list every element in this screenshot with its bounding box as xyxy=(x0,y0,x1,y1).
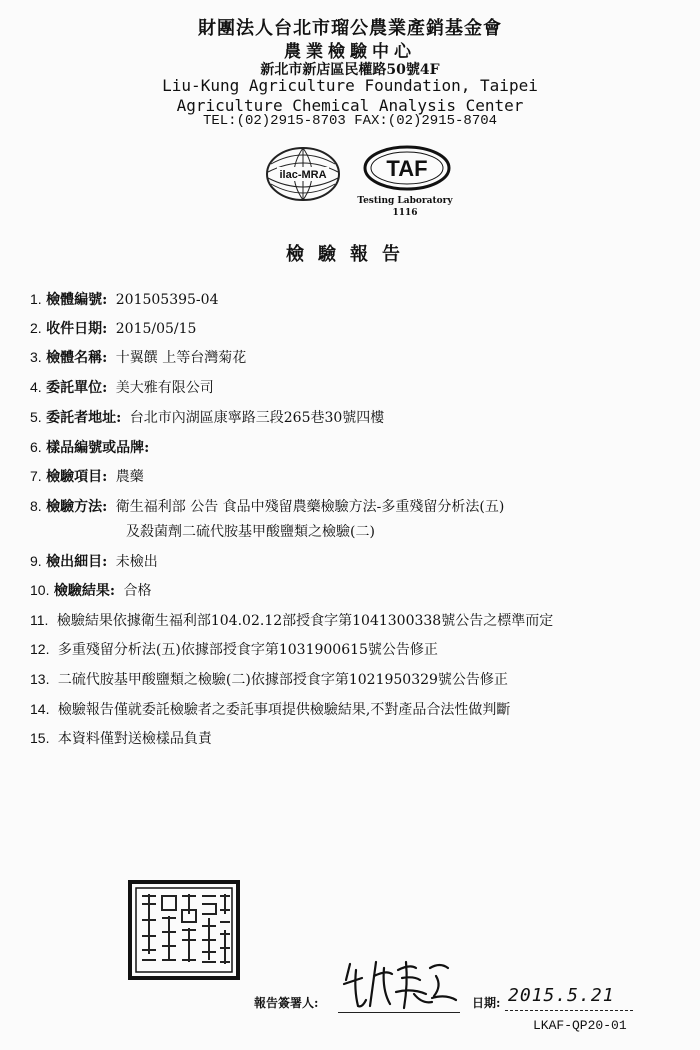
item-number: 12. xyxy=(30,641,50,657)
item-label: 檢驗項目: xyxy=(46,469,108,485)
item-client-address xyxy=(30,407,384,427)
item-number: 8. xyxy=(30,498,42,514)
item-test-result xyxy=(30,580,152,600)
item-detection-detail xyxy=(30,551,158,571)
contact-info: TEL:(02)2915-8703 FAX:(02)2915-8704 xyxy=(202,113,498,129)
center-name-zh: 農業檢驗中心 xyxy=(284,42,416,62)
item-number: 15. xyxy=(30,730,50,746)
official-seal xyxy=(128,880,240,980)
item-value: 本資料僅對送檢樣品負責 xyxy=(57,731,212,747)
item-label: 檢體名稱: xyxy=(46,350,108,366)
item-scope xyxy=(30,728,212,748)
item-number: 7. xyxy=(30,468,42,484)
item-test-item xyxy=(30,466,144,486)
report-title: 檢驗報告 xyxy=(286,244,414,265)
item-value: 檢驗結果依據衛生福利部104.02.12部授食字第1041300338號公告之標準而定 xyxy=(56,613,554,629)
item-number: 14. xyxy=(30,701,50,717)
item-value: 農藥 xyxy=(115,469,144,485)
item-value: 多重殘留分析法(五)依據部授食字第1031900615號公告修正 xyxy=(57,642,438,658)
org-name-en: Liu-Kung Agriculture Foundation, Taipei xyxy=(162,76,538,95)
item-value: 十翼饌 上等台灣菊花 xyxy=(115,350,247,366)
ilac-mra-logo xyxy=(263,144,343,204)
item-method-five-basis xyxy=(30,639,438,659)
item-value: 二硫代胺基甲酸鹽類之檢驗(二)依據部授食字第1021950329號公告修正 xyxy=(57,672,508,688)
item-client xyxy=(30,377,214,397)
item-number: 11. xyxy=(30,612,49,628)
item-number: 6. xyxy=(30,439,42,455)
handwritten-signature xyxy=(336,950,466,1012)
item-label: 委託單位: xyxy=(46,380,108,396)
item-sample-brand xyxy=(30,437,153,457)
item-number: 1. xyxy=(30,291,42,307)
item-value: 衛生福利部 公告 食品中殘留農藥檢驗方法-多重殘留分析法(五) xyxy=(115,499,505,515)
org-name-zh: 財團法人台北市瑠公農業產銷基金會 xyxy=(198,18,502,39)
item-number: 13. xyxy=(30,671,50,687)
item-disclaimer xyxy=(30,699,510,719)
item-value: 台北市內湖區康寧路三段265巷30號四樓 xyxy=(129,410,385,426)
item-number: 10. xyxy=(30,582,50,598)
item-label: 檢出細目: xyxy=(46,554,108,570)
item-specimen-number xyxy=(30,289,218,309)
ilac-text: ilac-MRA xyxy=(279,169,327,181)
item-test-method-continuation: 及殺菌劑二硫代胺基甲酸鹽類之檢驗(二) xyxy=(126,524,375,540)
item-specimen-name xyxy=(30,347,246,367)
item-value: 201505395-04 xyxy=(115,292,219,308)
item-value: 未檢出 xyxy=(115,554,158,570)
item-number: 9. xyxy=(30,553,42,569)
signer-label: 報告簽署人: xyxy=(254,996,319,1010)
form-code: LKAF-QP20-01 xyxy=(533,1018,627,1033)
date-value: 2015.5.21 xyxy=(508,985,615,1006)
item-label: 檢體編號: xyxy=(46,292,108,308)
center-name-en: Agriculture Chemical Analysis Center xyxy=(176,96,524,115)
taf-logo xyxy=(362,143,452,193)
item-value: 檢驗報告僅就委託檢驗者之委託事項提供檢驗結果,不對產品合法性做判斷 xyxy=(57,702,511,718)
item-label: 委託者地址: xyxy=(46,410,122,426)
item-value: 2015/05/15 xyxy=(115,321,197,337)
item-number: 2. xyxy=(30,320,42,336)
item-receipt-date xyxy=(30,318,196,338)
item-label: 檢驗方法: xyxy=(46,499,108,515)
item-number: 4. xyxy=(30,379,42,395)
date-label: 日期: xyxy=(472,996,501,1010)
item-value: 美大雅有限公司 xyxy=(115,380,214,396)
taf-caption-number: 1116 xyxy=(392,208,418,218)
item-method-two-basis xyxy=(30,669,508,689)
date-line xyxy=(505,1010,633,1011)
item-number: 5. xyxy=(30,409,42,425)
item-label: 收件日期: xyxy=(46,321,108,337)
item-number: 3. xyxy=(30,349,42,365)
taf-caption-lab: Testing Laboratory xyxy=(357,196,453,206)
signature-line xyxy=(338,1012,460,1013)
item-result-basis xyxy=(30,610,553,630)
taf-text: TAF xyxy=(386,156,428,181)
address-zh: 新北市新店區民權路50號4F xyxy=(260,62,440,78)
item-test-method xyxy=(30,496,504,516)
item-label: 檢驗結果: xyxy=(53,583,116,599)
item-label: 樣品編號或品牌: xyxy=(46,440,150,456)
item-value: 合格 xyxy=(123,583,152,599)
